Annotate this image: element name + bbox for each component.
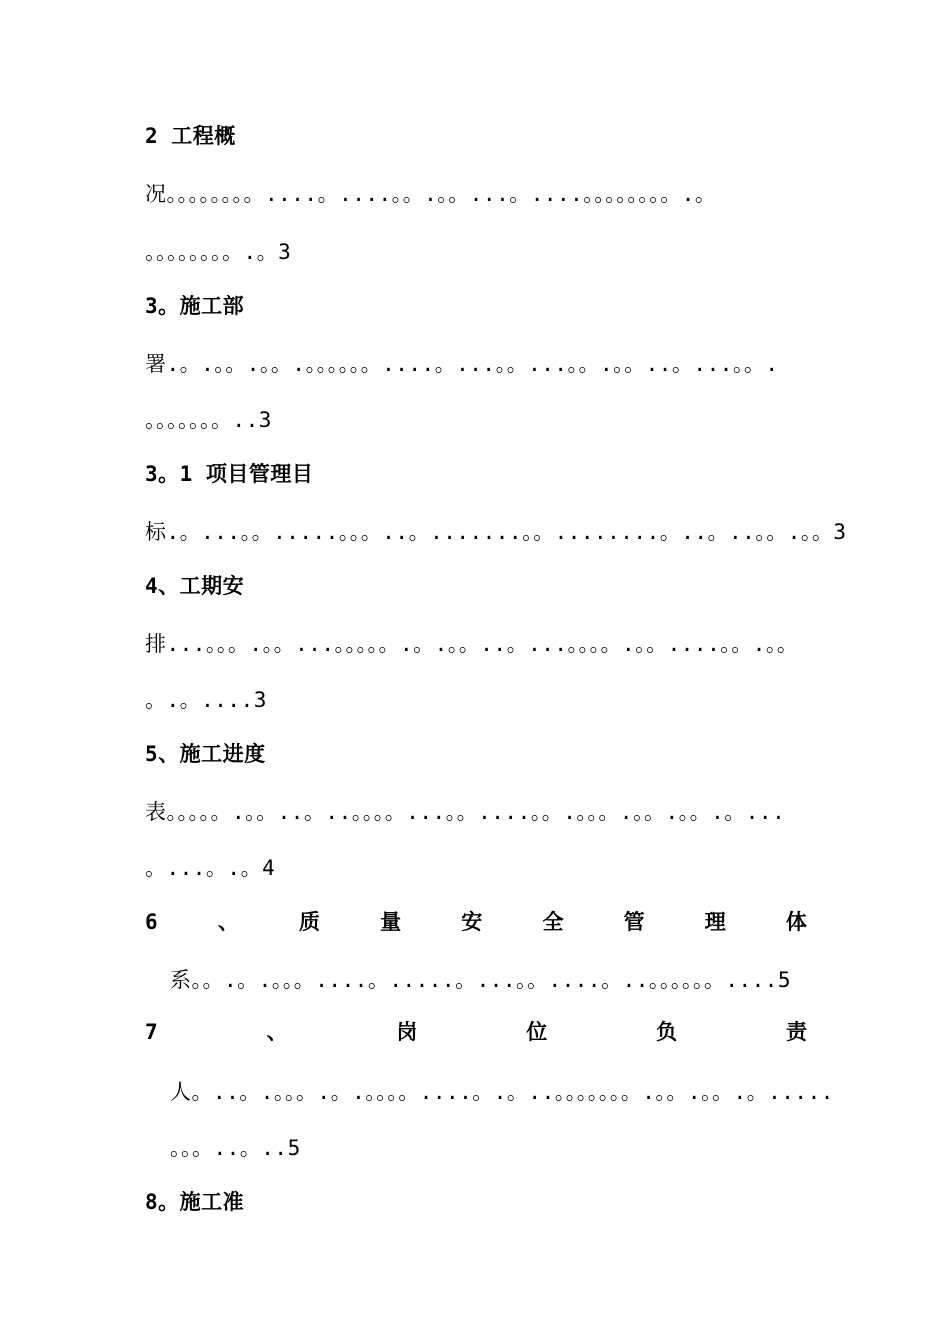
toc-entry-6-title [145, 908, 807, 936]
toc-entry-3-leader-page: 。。。。。。。..3 [145, 408, 272, 432]
toc-entry-7-word: 负 [656, 1020, 678, 1044]
toc-entry-7-leader-page: 。。。..。..5 [170, 1136, 301, 1160]
toc-entry-7-word: 责 [785, 1020, 807, 1044]
toc-entry-7-leader: 人。..。.。。。.。.。。。。....。.。..。。。。。。。.。。.。。.。..... [170, 1080, 834, 1104]
toc-entry-5-title: 5、施工进度 [145, 742, 266, 766]
toc-entry-4-leader-page: 。.。....3 [145, 688, 267, 712]
toc-entry-2-title: 2 工程概 [145, 124, 236, 148]
toc-entry-6-word: 体 [785, 910, 807, 934]
toc-entry-6-word: 6 [145, 910, 158, 934]
toc-entry-7-word: 7 [145, 1020, 158, 1044]
toc-entry-6-word: 全 [542, 910, 564, 934]
toc-entry-6-word: 理 [704, 910, 726, 934]
toc-entry-4-title: 4、工期安 [145, 574, 245, 598]
toc-entry-3-leader: 署.。.。。.。。.。。。。。。....。...。。...。。.。。..。...。。. [145, 352, 779, 376]
toc-entry-8-title: 8。施工准 [145, 1190, 245, 1214]
toc-entry-6-leader-page: 系。。.。.。。。....。.....。...。。....。..。。。。。。....5 [170, 968, 792, 992]
toc-entry-5-leader-page: 。...。.。4 [145, 856, 276, 880]
toc-entry-7-title [145, 1018, 807, 1046]
toc-entry-6-word: 、 [217, 910, 239, 934]
toc-entry-3-title: 3。施工部 [145, 294, 245, 318]
toc-entry-3-1-title: 3。1 项目管理目 [145, 462, 314, 486]
toc-entry-7-word: 岗 [396, 1020, 418, 1044]
toc-entry-7-word: 、 [266, 1020, 288, 1044]
toc-entry-6-word: 安 [461, 910, 483, 934]
toc-entry-6-word: 量 [380, 910, 402, 934]
toc-entry-6-word: 质 [298, 910, 320, 934]
toc-entry-3-1-leader-page: 标.。...。。.....。。。..。.......。。........。..。..。。.。。3 [145, 520, 847, 544]
toc-entry-2-leader: 况。。。。。。。。....。....。。.。。...。....。。。。。。。。.。 [145, 182, 717, 206]
toc-entry-7-word: 位 [526, 1020, 548, 1044]
toc-entry-5-leader: 表。。。。。.。。..。..。。。。...。。....。。.。。。.。。.。。.。... [145, 800, 786, 824]
toc-entry-4-leader: 排...。。。.。。...。。。。。.。.。。..。...。。。。.。。....。。.。。 [145, 632, 799, 656]
toc-entry-6-word: 管 [623, 910, 645, 934]
toc-entry-2-leader-page: 。。。。。。。。.。3 [145, 240, 292, 264]
